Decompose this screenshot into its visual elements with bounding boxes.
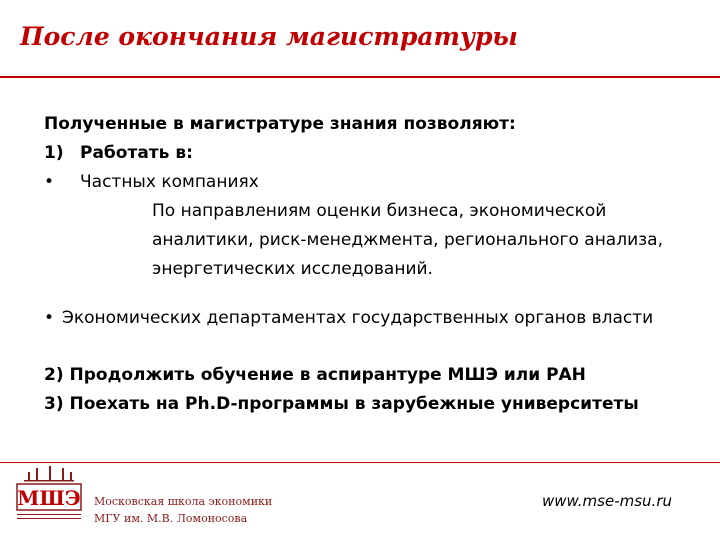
website-link[interactable]: www.mse-msu.ru (541, 492, 672, 510)
bullet-government-text: Экономических департаментах государственных органов власти (62, 308, 654, 328)
list-item-1-label: Работать в: (80, 143, 193, 163)
school-name-line-2: МГУ им. М.В. Ломоносова (94, 512, 248, 525)
title-divider (0, 76, 720, 78)
list-item-3: 3) Поехать на Ph.D-программы в зарубежные университеты (44, 394, 639, 414)
list-item-1-number: 1) (44, 143, 64, 163)
private-companies-detail: По направлениям оценки бизнеса, экономической аналитики, риск-менеджмента, регионального анализа, энергетических исследований. (152, 201, 664, 279)
list-item-1 (44, 139, 704, 168)
list-item-2: 2) Продолжить обучение в аспирантуре МШЭ или РАН (44, 365, 586, 385)
bullet-government (44, 304, 704, 333)
logo-text: МШЭ (17, 486, 81, 510)
bullet-private-companies-text: Частных компаниях (80, 172, 259, 192)
mse-logo-icon (14, 466, 84, 528)
school-name-line-1: Московская школа экономики (94, 495, 273, 508)
bullet-private-companies (44, 168, 704, 197)
bullet-icon: • (44, 172, 55, 192)
slide-title: После окончания магистратуры (20, 22, 518, 51)
intro-text: Полученные в магистратуре знания позволяют: (44, 114, 516, 134)
school-name (94, 493, 272, 527)
footer-divider (0, 462, 720, 463)
bullet-icon: • (44, 308, 55, 328)
slide-content (44, 110, 704, 419)
